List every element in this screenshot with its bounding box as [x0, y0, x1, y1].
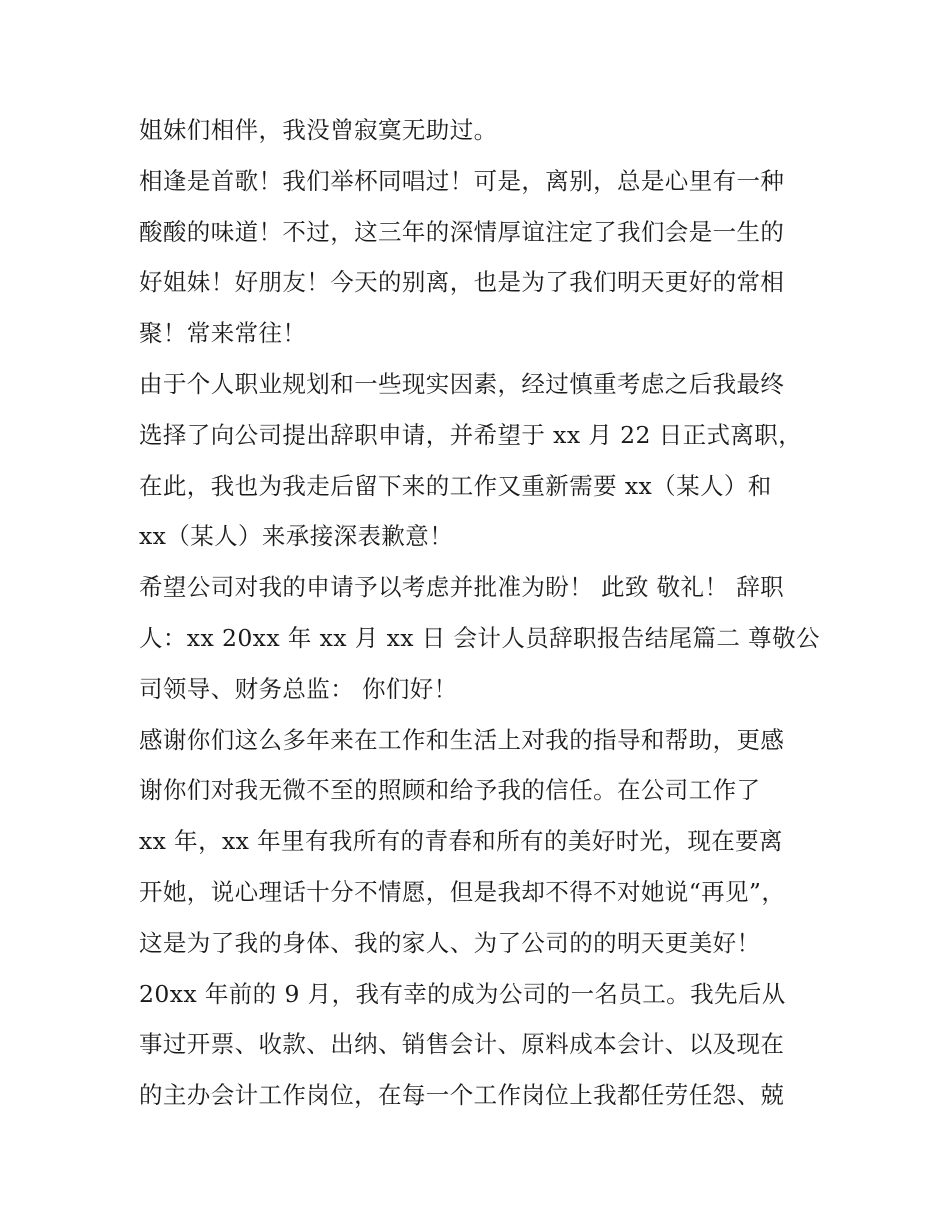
text-line: 的主办会计工作岗位，在每一个工作岗位上我都任劳任怨、兢 [139, 1081, 785, 1110]
text-line: 在此，我也为我走后留下来的工作又重新需要 xx（某人）和 [139, 471, 772, 500]
text-line: 20xx 年前的 9 月，我有幸的成为公司的一名员工。我先后从 [139, 979, 786, 1008]
text-line: 聚！常来常往！ [139, 319, 307, 348]
text-line: 相逢是首歌！我们举杯同唱过！可是，离别，总是心里有一种 [139, 166, 785, 195]
text-line: 谢你们对我无微不至的照顾和给予我的信任。在公司工作了 [139, 776, 761, 805]
text-line: 开她，说心理话十分不情愿，但是我却不得不对她说“再见”， [139, 877, 786, 906]
text-line: 选择了向公司提出辞职申请，并希望于 xx 月 22 日正式离职， [139, 420, 803, 449]
text-line: 好姐妹！好朋友！今天的别离，也是为了我们明天更好的常相 [139, 268, 785, 297]
text-line: 希望公司对我的申请予以考虑并批准为盼！ 此致 敬礼！ 辞职 [139, 573, 785, 602]
text-line: 人：xx 20xx 年 xx 月 xx 日 会计人员辞职报告结尾篇二 尊敬公 [139, 623, 820, 652]
text-line: 事过开票、收款、出纳、销售会计、原料成本会计、以及现在 [139, 1030, 785, 1059]
text-line: xx（某人）来承接深表歉意！ [139, 522, 454, 551]
text-line: 由于个人职业规划和一些现实因素，经过慎重考虑之后我最终 [139, 369, 785, 398]
text-line: 姐妹们相伴，我没曾寂寞无助过。 [139, 116, 498, 144]
text-line: 这是为了我的身体、我的家人、为了公司的的明天更美好！ [139, 928, 761, 957]
text-line: 感谢你们这么多年来在工作和生活上对我的指导和帮助，更感 [139, 725, 785, 754]
text-line: 酸酸的味道！不过，这三年的深情厚谊注定了我们会是一生的 [139, 217, 785, 246]
text-line: xx 年，xx 年里有我所有的青春和所有的美好时光，现在要离 [139, 827, 783, 856]
text-line: 司领导、财务总监： 你们好！ [139, 674, 458, 703]
body-text [139, 105, 819, 1121]
